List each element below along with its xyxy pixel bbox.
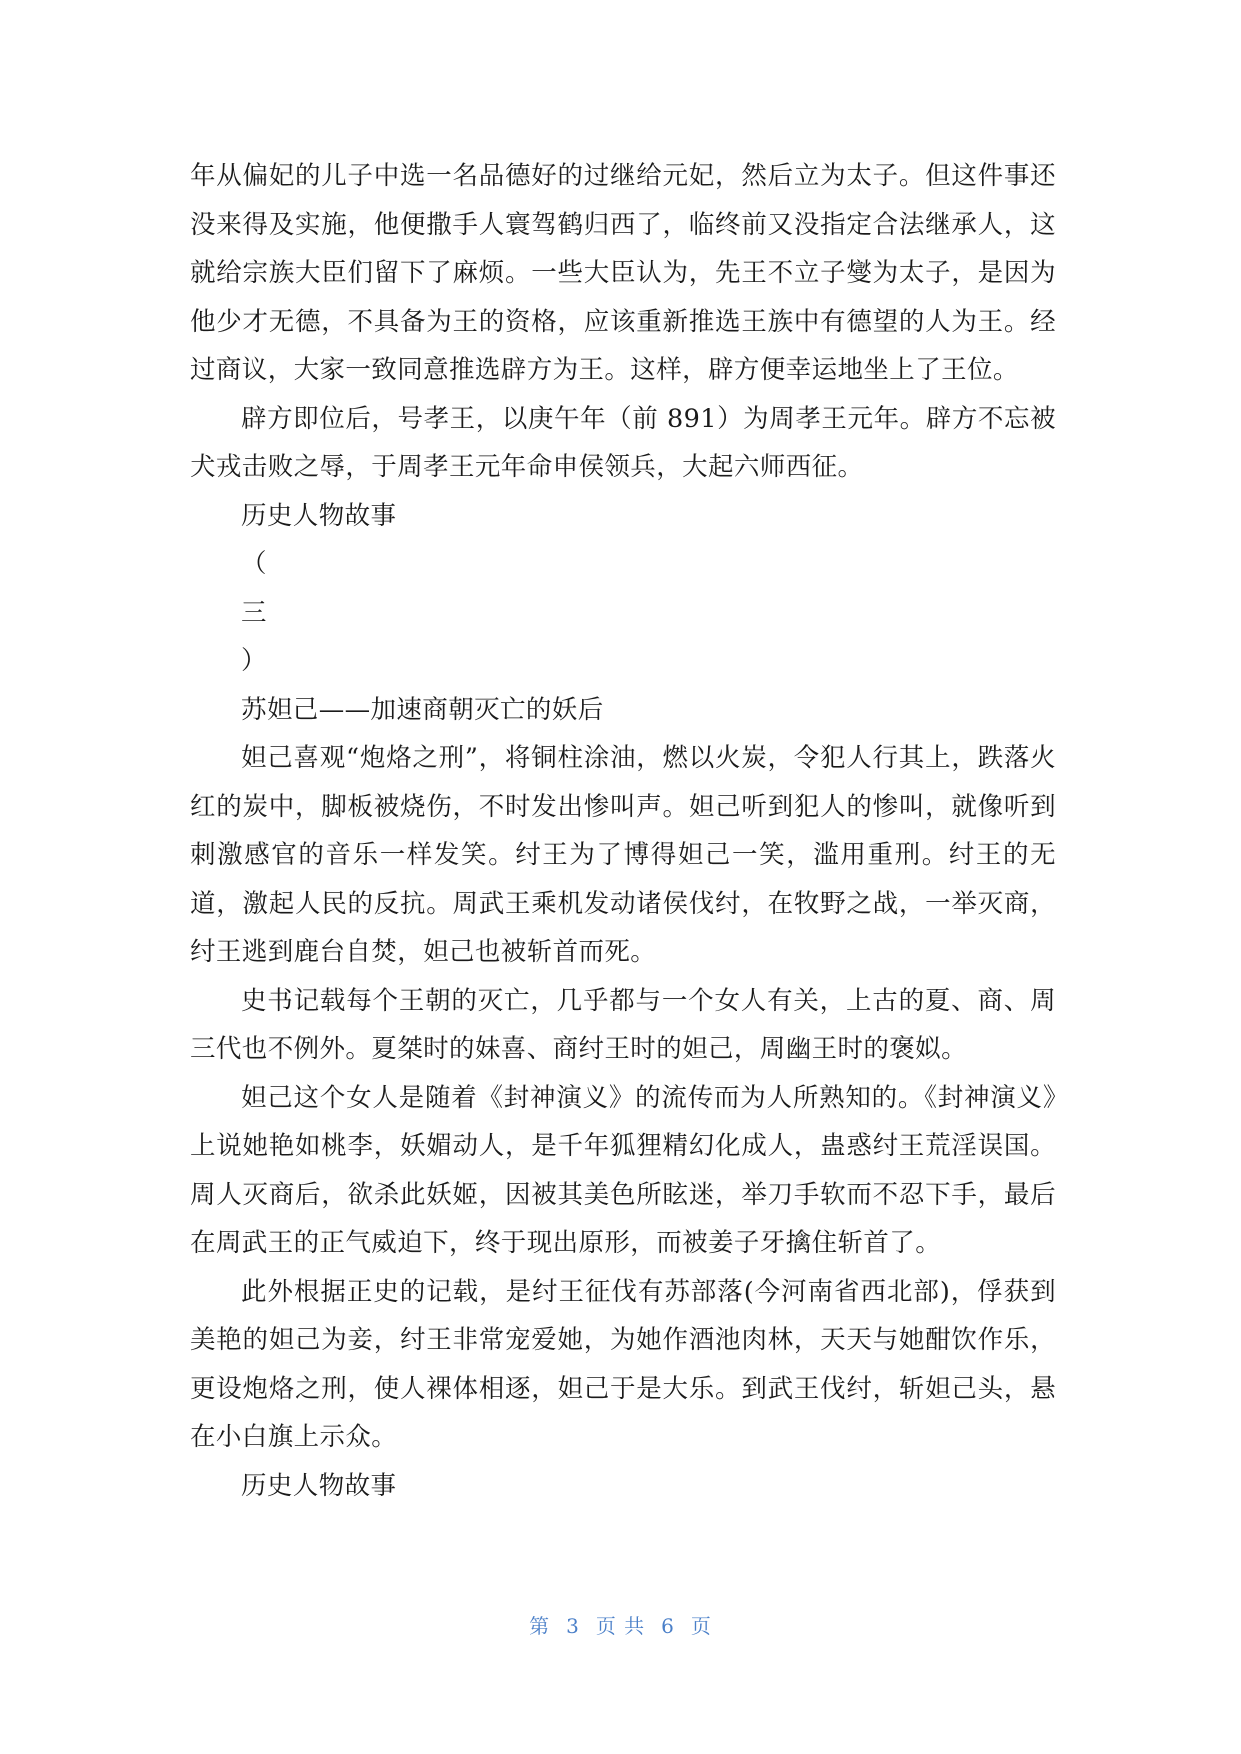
paragraph-dynasties: 史书记载每个王朝的灭亡，几乎都与一个女人有关，上古的夏、商、周三代也不例外。夏桀时的妹喜、商纣王时的妲己，周幽王时的褒姒。: [190, 985, 1056, 1064]
section-title: 苏妲己——加速商朝灭亡的妖后: [241, 694, 604, 725]
paragraph-history-record: 此外根据正史的记载，是纣王征伐有苏部落(今河南省西北部)，俘获到美艳的妲己为妾，纣王非常宠爱她，为她作酒池肉林，天天与她酣饮作乐，更设炮烙之刑，使人裸体相逐，妲己于是大乐。到武王伐纣，斩妲己头，悬在小白旗上示众。: [190, 1276, 1056, 1452]
heading-number: 三: [241, 597, 267, 628]
heading-close-paren: ）: [241, 646, 267, 676]
footer-suffix: 页: [690, 1614, 712, 1638]
heading-open-paren: （: [241, 549, 267, 579]
paragraph-fengshen: 妲己这个女人是随着《封神演义》的流传而为人所熟知的。《封神演义》上说她艳如桃李，妖媚动人，是千年狐狸精幻化成人，蛊惑纣王荒淫误国。周人灭商后，欲杀此妖姬，因被其美色所眩迷，举刀手软而不忍下手，最后在周武王的正气威迫下，终于现出原形，而被姜子牙擒住斩首了。: [190, 1082, 1056, 1258]
paragraph-continuation: 年从偏妃的儿子中选一名品德好的过继给元妃，然后立为太子。但这件事还没来得及实施，他便撒手人寰驾鹤归西了，临终前又没指定合法继承人，这就给宗族大臣们留下了麻烦。一些大臣认为，先王不立子燮为太子，是因为他少才无德，不具备为王的资格，应该重新推选王族中有德望的人为王。经过商议，大家一致同意推选辟方为王。这样，辟方便幸运地坐上了王位。: [190, 161, 1056, 385]
page-footer: [0, 1610, 1241, 1639]
footer-prefix: 第: [529, 1614, 551, 1638]
paragraph-paoluo: 妲己喜观“炮烙之刑”，将铜柱涂油，燃以火炭，令犯人行其上，跌落火红的炭中，脚板被烧伤，不时发出惨叫声。妲己听到犯人的惨叫，就像听到刺激感官的音乐一样发笑。纣王为了博得妲己一笑，滥用重刑。纣王的无道，激起人民的反抗。周武王乘机发动诸侯伐纣，在牧野之战，一举灭商，纣王逃到鹿台自焚，妲己也被斩首而死。: [190, 743, 1056, 967]
section-heading: 历史人物故事: [241, 500, 397, 531]
footer-total-pages: 6: [661, 1614, 675, 1638]
document-body: [190, 152, 1056, 1510]
section-heading-next: 历史人物故事: [241, 1470, 397, 1501]
footer-middle: 页 共: [595, 1614, 646, 1638]
footer-current-page: 3: [566, 1614, 580, 1638]
paragraph-xiao-wang: 辟方即位后，号孝王，以庚午年（前 891）为周孝王元年。辟方不忘被犬戎击败之辱，于周孝王元年命申侯领兵，大起六师西征。: [190, 403, 1056, 482]
